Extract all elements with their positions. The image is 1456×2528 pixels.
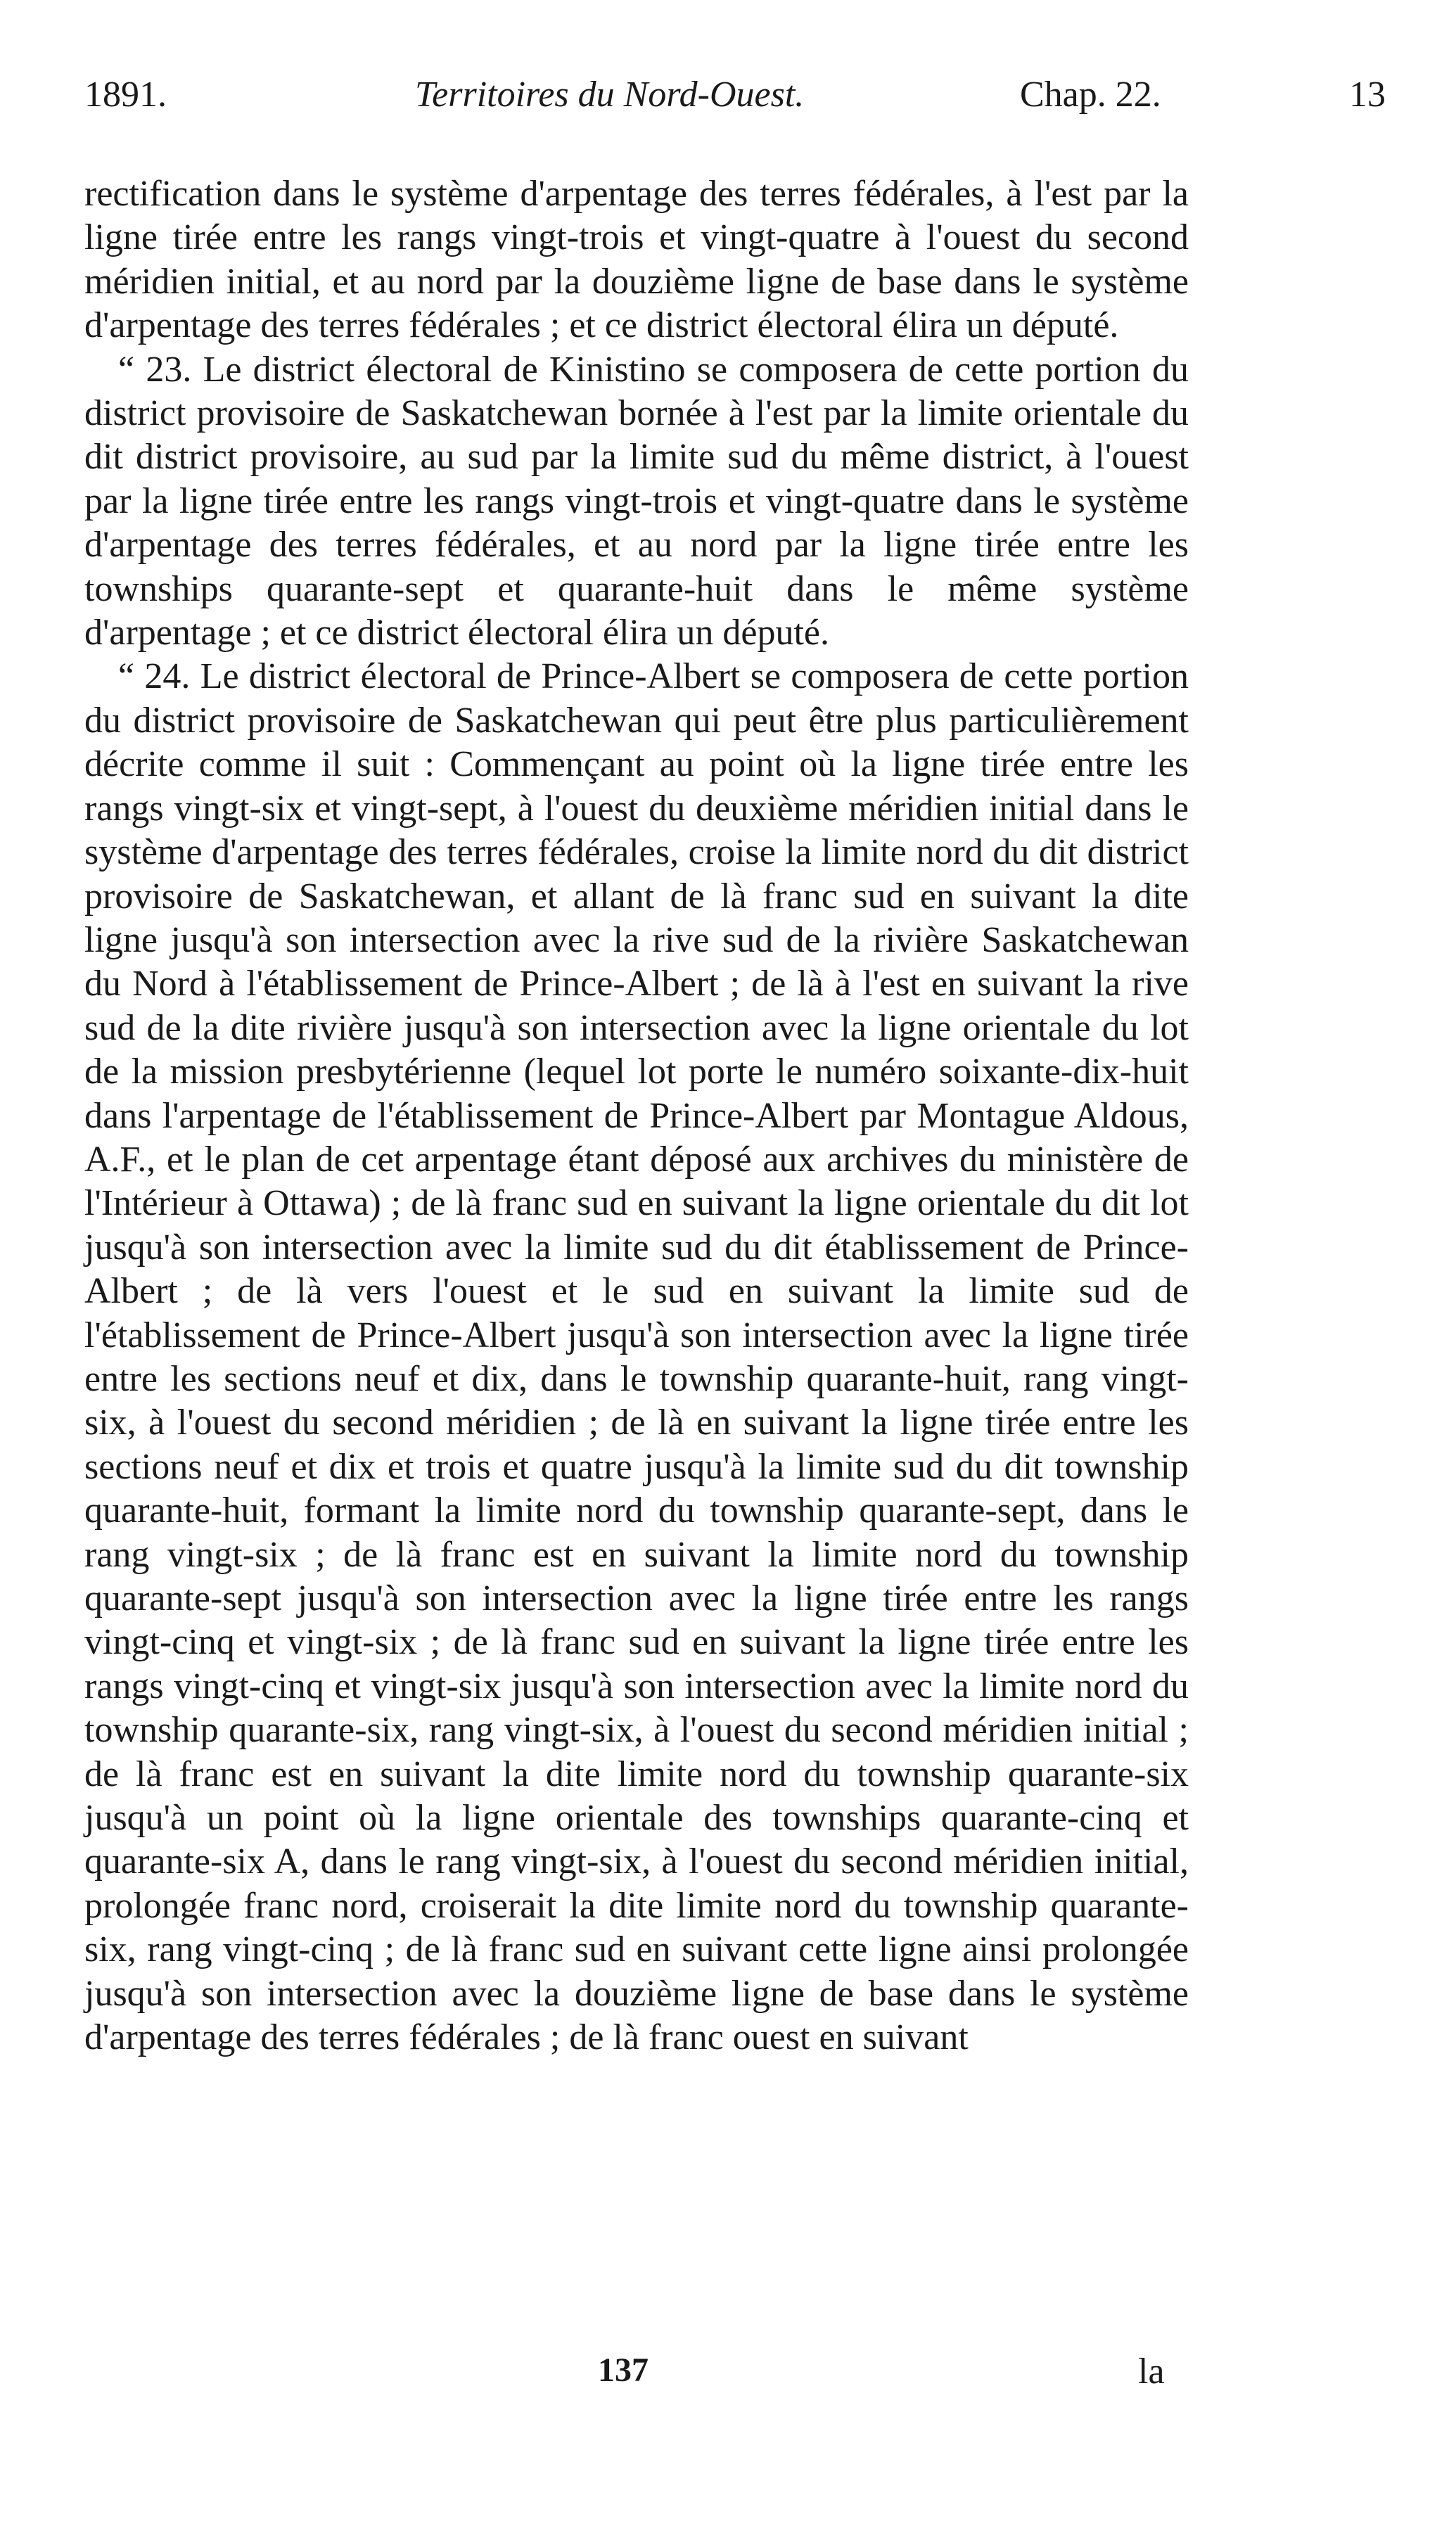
signature-mark: 137	[598, 2351, 649, 2389]
paragraph-section-24: “ 24. Le district électoral de Prince-Albert se composera de cette portion du district provisoire de Saskatchewan qui peut être plus particulièrement décrite comme il suit : Commençant au point où la ligne tirée entre les rangs vingt-six et vingt-sept, à l'ouest du deuxième méridien initial dans le système d'arpentage des terres fédérales, croise la limite nord du dit district provisoire de Saskatchewan, et allant de là franc sud en suivant la dite ligne jusqu'à son intersection avec la rive sud de la rivière Saskatchewan du Nord à l'établissement de Prince-Albert ; de là à l'est en suivant la rive sud de la dite rivière jusqu'à son intersection avec la ligne orientale du lot de la mission presbytérienne (lequel lot porte le numéro soixante-dix-huit dans l'arpentage de l'établissement de Prince-Albert par Montague Aldous, A.F., et le plan de cet arpentage étant déposé aux archives du ministère de l'Intérieur à Ottawa) ; de là franc sud en suivant la ligne orientale du dit lot jusqu'à son intersection avec la limite sud du dit établissement de Prince-Albert ; de là vers l'ouest et le sud en suivant la limite sud de l'établissement de Prince-Albert jusqu'à son intersection avec la ligne tirée entre les sections neuf et dix, dans le township quarante-huit, rang vingt-six, à l'ouest du second méridien ; de là en suivant la ligne tirée entre les sections neuf et dix et trois et quatre jusqu'à la limite sud du dit township quarante-huit, formant la limite nord du township quarante-sept, dans le rang vingt-six ; de là franc est en suivant la limite nord du township quarante-sept jusqu'à son intersection avec la ligne tirée entre les rangs vingt-cinq et vingt-six ; de là franc sud en suivant la ligne tirée entre les rangs vingt-cinq et vingt-six jusqu'à son intersection avec la limite nord du township quarante-six, rang vingt-six, à l'ouest du second méridien initial ; de là franc est en suivant la dite limite nord du township quarante-six jusqu'à un point où la ligne orientale des townships quarante-cinq et quarante-six A, dans le rang vingt-six, à l'ouest du second méridien initial, prolongée franc nord, croiserait la dite limite nord du township quarante-six, rang vingt-cinq ; de là franc sud en suivant cette ligne ainsi prolongée jusqu'à son intersection avec la douzième ligne de base dans le système d'arpentage des terres fédérales ; de là franc ouest en suivant	[84, 656, 1189, 2058]
catchword: la	[1138, 2351, 1165, 2392]
page-number: 13	[1349, 75, 1386, 115]
header-year: 1891.	[84, 75, 167, 115]
paragraph-continuation: rectification dans le système d'arpentage des terres fédérales, à l'est par la ligne tirée entre les rangs vingt-trois et vingt-quatre à l'ouest du second méridien initial, et au nord par la douzième ligne de base dans le système d'arpentage des terres fédérales ; et ce district électoral élira un député.	[84, 174, 1189, 346]
body-text	[84, 172, 1189, 2060]
paragraph-section-23: “ 23. Le district électoral de Kinistino se composera de cette portion du district provisoire de Saskatchewan bornée à l'est par la limite orientale du dit district provisoire, au sud par la limite sud du même district, à l'ouest par la ligne tirée entre les rangs vingt-trois et vingt-quatre dans le système d'arpentage des terres fédérales, et au nord par la ligne tirée entre les townships quarante-sept et quarante-huit dans le même système d'arpentage ; et ce district électoral élira un député.	[84, 349, 1189, 653]
header-chapter: Chap. 22.	[1020, 75, 1161, 115]
running-header	[84, 74, 1386, 130]
header-title: Territoires du Nord-Ouest.	[415, 75, 805, 115]
